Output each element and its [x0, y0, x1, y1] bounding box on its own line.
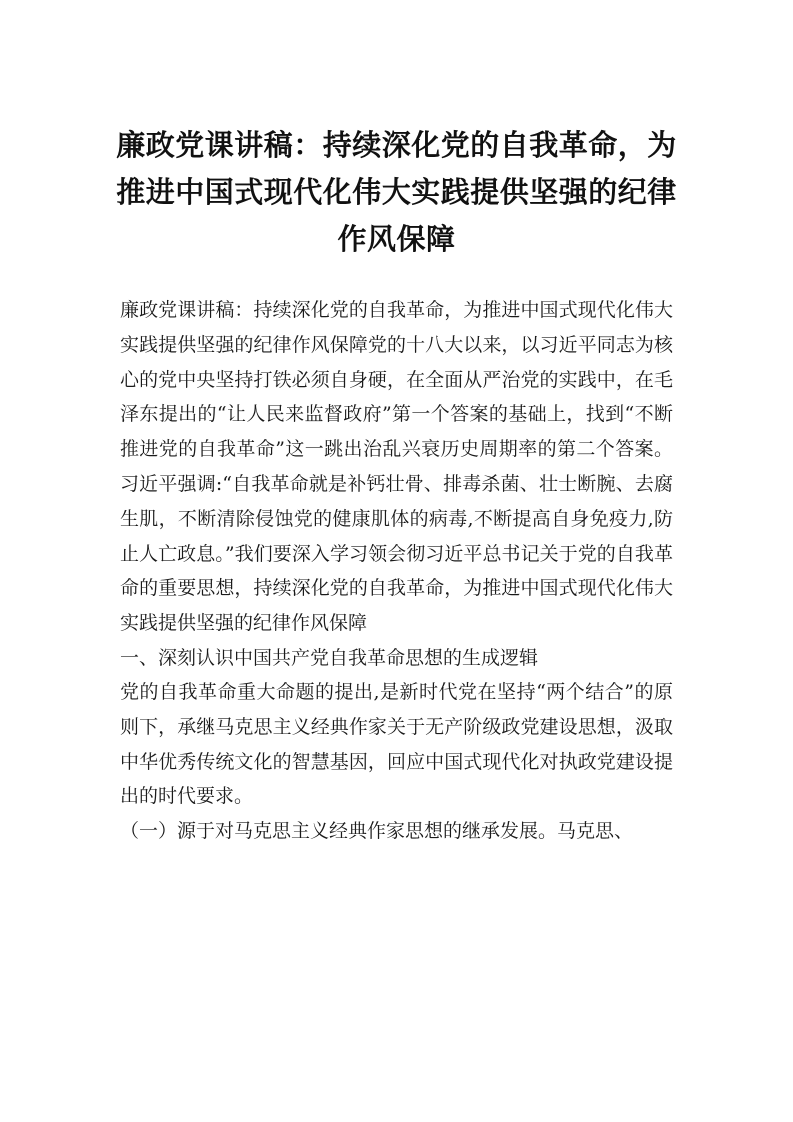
body-paragraph: 党的自我革命重大命题的提出,是新时代党在坚持“两个结合”的原则下，承继马克思主义经典作家关于无产阶级政党建设思想，汲取中华优秀传统文化的智慧基因，回应中国式现代化对执政党建设提出的时代要求。 [120, 680, 673, 808]
document-title: 廉政党课讲稿：持续深化党的自我革命，为推进中国式现代化伟大实践提供坚强的纪律作风保障 [116, 128, 677, 256]
subsection-paragraph: （一）源于对马克思主义经典作家思想的继承发展。马克思、 [120, 820, 634, 843]
intro-paragraph: 廉政党课讲稿：持续深化党的自我革命，为推进中国式现代化伟大实践提供坚强的纪律作风保障党的十八大以来，以习近平同志为核心的党中央坚持打铁必须自身硬，在全面从严治党的实践中，在毛泽东提出的“让人民来监督政府”第一个答案的基础上，找到“不断推进党的自我革命”这一跳出治乱兴衰历史周期率的第二个答案。习近平强调:“自我革命就是补钙壮骨、排毒杀菌、壮士断腕、去腐生肌，不断清除侵蚀党的健康肌体的病毒,不断提高自身免疫力,防止人亡政息。”我们要深入学习领会彻习近平总书记关于党的自我革命的重要思想，持续深化党的自我革命，为推进中国式现代化伟大实践提供坚强的纪律作风保障 [120, 299, 673, 635]
document-body [120, 293, 673, 849]
section-heading: 一、深刻认识中国共产党自我革命思想的生成逻辑 [120, 646, 539, 669]
